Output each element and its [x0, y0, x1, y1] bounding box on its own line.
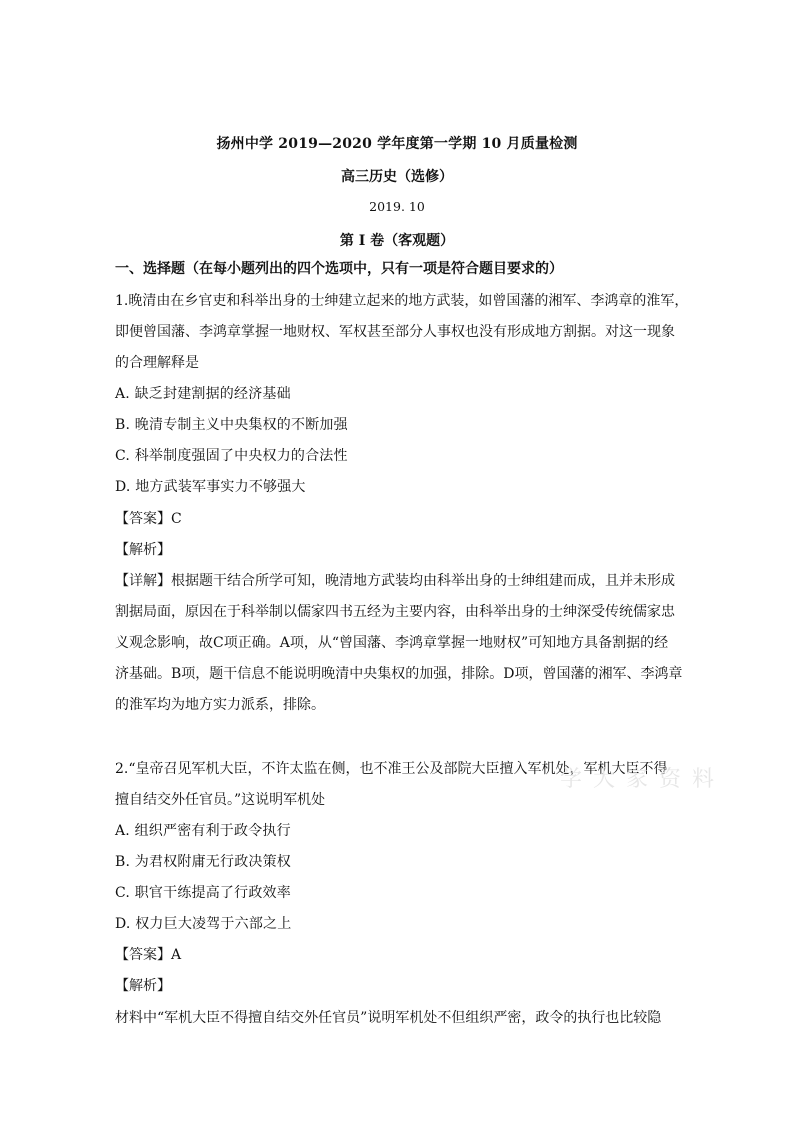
q1-detail-line-5: 的淮军均为地方实力派系，排除。	[115, 697, 325, 713]
q1-option-b: B. 晚清专制主义中央集权的不断加强	[115, 417, 348, 433]
exam-title: 扬州中学 2019—2020 学年度第一学期 10 月质量检测	[216, 136, 578, 152]
q1-option-a: A. 缺乏封建割据的经济基础	[115, 386, 291, 402]
watermark: 学 大 家 资 料	[560, 767, 716, 792]
q1-detail-line-3: 义观念影响，故C项正确。A项，从“曾国藩、李鸿章掌握一地财权”可知地方具备割据的经	[115, 635, 669, 651]
q2-analysis-label: 【解析】	[115, 978, 171, 994]
q2-stem-line-1: 2.“皇帝召见军机大臣，不许太监在侧，也不准王公及部院大臣擅入军机处，军机大臣不得	[115, 761, 668, 777]
exam-date: 2019. 10	[369, 199, 425, 214]
section-heading: 一、选择题（在每小题列出的四个选项中，只有一项是符合题目要求的）	[115, 261, 563, 277]
q2-option-a: A. 组织严密有利于政令执行	[115, 823, 291, 839]
q1-option-d: D. 地方武装军事实力不够强大	[115, 479, 306, 495]
q1-detail-line-2: 割据局面，原因在于科举制以儒家四书五经为主要内容，由科举出身的士绅深受传统儒家忠	[115, 604, 675, 620]
q2-answer: 【答案】A	[115, 947, 182, 963]
q1-stem-line-2: 即便曾国藩、李鸿章掌握一地财权、军权甚至部分人事权也没有形成地方割据。对这一现象	[115, 324, 675, 340]
q1-detail-line-1: 【详解】根据题干结合所学可知，晚清地方武装均由科举出身的士绅组建而成，且并未形成	[115, 573, 675, 589]
q2-option-d: D. 权力巨大凌驾于六部之上	[115, 916, 292, 932]
q1-stem-line-1: 1.晚清由在乡官吏和科举出身的士绅建立起来的地方武装，如曾国藩的湘军、李鸿章的淮军，	[115, 293, 689, 309]
q1-answer: 【答案】C	[115, 511, 182, 527]
q2-stem-line-2: 擅自结交外任官员。”这说明军机处	[115, 792, 326, 808]
q2-option-b: B. 为君权附庸无行政决策权	[115, 854, 291, 870]
q2-detail-line-1: 材料中“军机大臣不得擅自结交外任官员”说明军机处不但组织严密，政令的执行也比较隐	[115, 1010, 662, 1026]
q2-option-c: C. 职官干练提高了行政效率	[115, 885, 291, 901]
q1-analysis-label: 【解析】	[115, 542, 171, 558]
q1-detail-line-4: 济基础。B项，题干信息不能说明晚清中央集权的加强，排除。D项，曾国藩的湘军、李鸿章	[115, 666, 683, 682]
volume-title: 第 Ⅰ 卷（客观题）	[339, 233, 455, 249]
subject-title: 高三历史（选修）	[341, 169, 453, 185]
q1-stem-line-3: 的合理解释是	[115, 355, 199, 371]
q1-option-c: C. 科举制度强固了中央权力的合法性	[115, 448, 348, 464]
